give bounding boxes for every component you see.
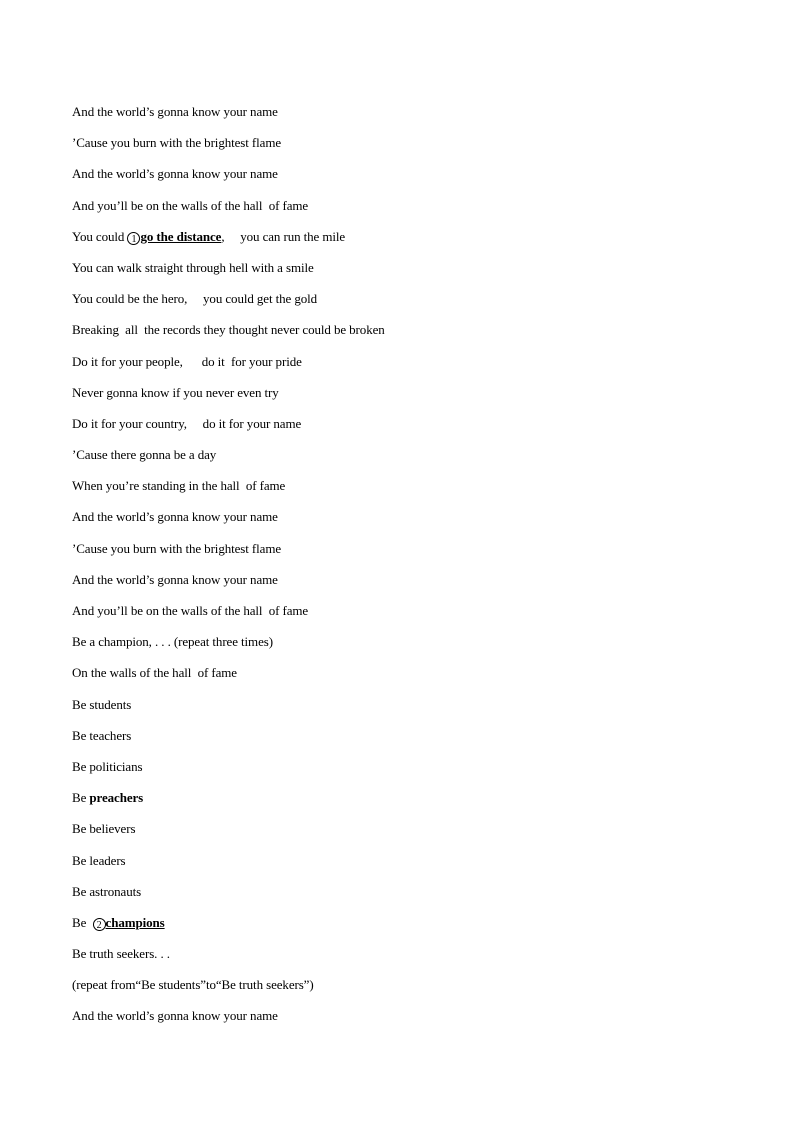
lyric-line: Do it for your country, do it for your name xyxy=(72,415,302,431)
lyrics-block xyxy=(72,103,754,1039)
lyric-line: Do it for your people, do it for your pride xyxy=(72,353,302,369)
lyric-line: And the world’s gonna know your name xyxy=(72,104,278,119)
lyric-line: ’Cause you burn with the brightest flame xyxy=(72,135,282,151)
lyric-line xyxy=(72,228,754,259)
lyric-text: You could xyxy=(72,228,128,244)
blank-number-1: 1 xyxy=(127,232,140,245)
bold-word: preachers xyxy=(89,790,144,806)
lyric-line: Be teachers xyxy=(72,727,132,743)
lyric-line: And the world’s gonna know your name xyxy=(72,1008,278,1024)
lyric-line: And the world’s gonna know your name xyxy=(72,571,278,587)
lyric-line xyxy=(72,914,754,945)
lyric-line: Be believers xyxy=(72,821,136,837)
lyric-line: On the walls of the hall of fame xyxy=(72,665,237,681)
lyric-line: Be students xyxy=(72,696,132,712)
lyric-line: Breaking all the records they thought never could be broken xyxy=(72,322,385,338)
blank-number-2: 2 xyxy=(93,918,106,931)
lyric-line: (repeat from“Be students”to“Be truth seekers”) xyxy=(72,977,314,993)
lyric-line: ’Cause there gonna be a day xyxy=(72,447,217,463)
lyric-line: And the world’s gonna know your name xyxy=(72,166,278,182)
lyric-line: Be leaders xyxy=(72,852,126,868)
lyric-line: You can walk straight through hell with a smile xyxy=(72,259,314,275)
lyric-line: ’Cause you burn with the brightest flame xyxy=(72,540,282,556)
lyric-line: You could be the hero, you could get the gold xyxy=(72,291,318,307)
lyric-line xyxy=(72,789,754,820)
lyric-line: Be astronauts xyxy=(72,883,142,899)
lyric-line: When you’re standing in the hall of fame xyxy=(72,478,286,494)
lyric-line: And the world’s gonna know your name xyxy=(72,509,278,525)
lyric-text: , you can run the mile xyxy=(221,228,346,244)
lyric-line: Be a champion, . . . (repeat three times) xyxy=(72,634,273,650)
lyric-line: Be truth seekers. . . xyxy=(72,946,170,962)
lyric-line: And you’ll be on the walls of the hall of fame xyxy=(72,603,309,618)
lyric-line: Be politicians xyxy=(72,758,143,774)
answer-phrase-2: champions xyxy=(105,914,165,930)
lyric-text: Be xyxy=(72,790,90,806)
answer-phrase-1: go the distance xyxy=(140,228,222,244)
lyric-line: And you’ll be on the walls of the hall of fame xyxy=(72,197,309,213)
lyric-text: Be xyxy=(72,914,93,930)
lyric-line: Never gonna know if you never even try xyxy=(72,384,279,400)
